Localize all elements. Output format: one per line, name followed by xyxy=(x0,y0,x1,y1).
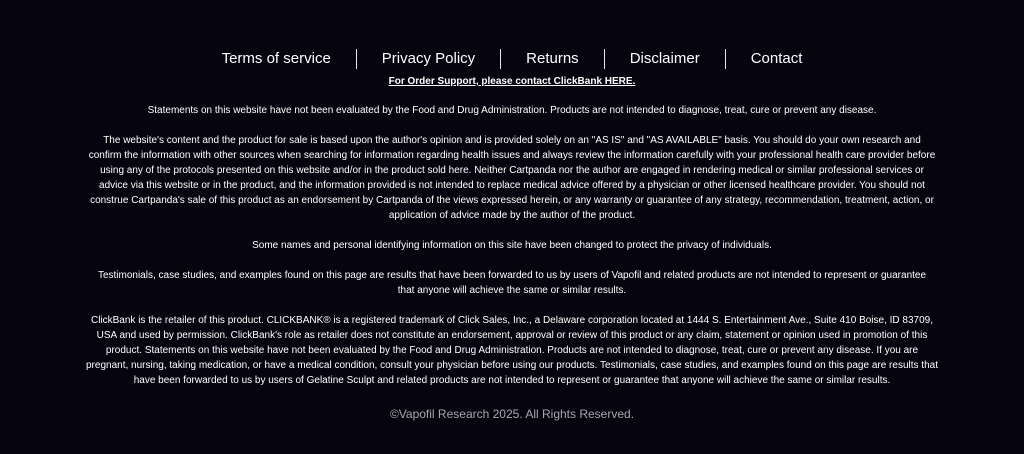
footer-nav xyxy=(0,47,1024,71)
copyright-notice: ©Vapofil Research 2025. All Rights Reserved. xyxy=(389,407,635,421)
nav-link-returns[interactable]: Returns xyxy=(526,50,579,67)
nav-link-privacy-policy[interactable]: Privacy Policy xyxy=(381,50,476,67)
order-support-line xyxy=(0,75,1024,89)
privacy-notice: Some names and personal identifying information on this site have been changed to protect the privacy of individuals. xyxy=(252,240,772,251)
order-support-link[interactable]: For Order Support, please contact ClickBank HERE. xyxy=(388,76,636,87)
nav-link-terms-of-service[interactable]: Terms of service xyxy=(221,50,331,67)
nav-link-disclaimer[interactable]: Disclaimer xyxy=(629,50,700,67)
testimonials-disclaimer: Testimonials, case studies, and examples found on this page are results that have been forwarded to us by users of Vapofil and related products are not intended to represent or guarantee that anyone will achieve the same or similar results. xyxy=(97,270,927,296)
nav-link-contact[interactable]: Contact xyxy=(750,50,803,67)
as-is-disclaimer: The website's content and the product for sale is based upon the author's opinion and is provided solely on an "AS IS" and "AS AVAILABLE" basis. You should do your own research and confirm the information with other sources when searching for information regarding health issues and always review the information carefully with your professional health care provider before using any of the protocols presented on this website and/or in the product sold here. Neither Cartpanda nor the author are engaged in rendering medical or similar professional services or advice via this website or in the product, and the information provided is not intended to replace medical advice offered by a physician or other licensed healthcare provider. You should not construe Cartpanda's sale of this product as an endorsement by Cartpanda of the views expressed herein, or any warranty or guarantee of any strategy, recommendation, treatment, action, or application of advice made by the author of the product. xyxy=(88,135,936,221)
fda-disclaimer: Statements on this website have not been evaluated by the Food and Drug Administration. Products are not intended to diagnose, treat, cure or prevent any disease. xyxy=(147,105,877,116)
clickbank-disclaimer: ClickBank is the retailer of this product. CLICKBANK® is a registered trademark of Click Sales, Inc., a Delaware corporation located at 1444 S. Entertainment Ave., Suite 410 Boise, ID 83709, USA and used by permission. ClickBank's role as retailer does not constitute an endorsement, approval or review of this product or any claim, statement or opinion used in promotion of this product. Statements on this website have not been evaluated by the Food and Drug Administration. Products are not intended to diagnose, treat, cure or prevent any disease. If you are pregnant, nursing, taking medication, or have a medical condition, consult your physician before using our products. Testimonials, case studies, and examples found on this page are results that have been forwarded to us by users of Gelatine Sculpt and related products are not intended to represent or guarantee that anyone will achieve the same or similar results. xyxy=(86,315,938,386)
